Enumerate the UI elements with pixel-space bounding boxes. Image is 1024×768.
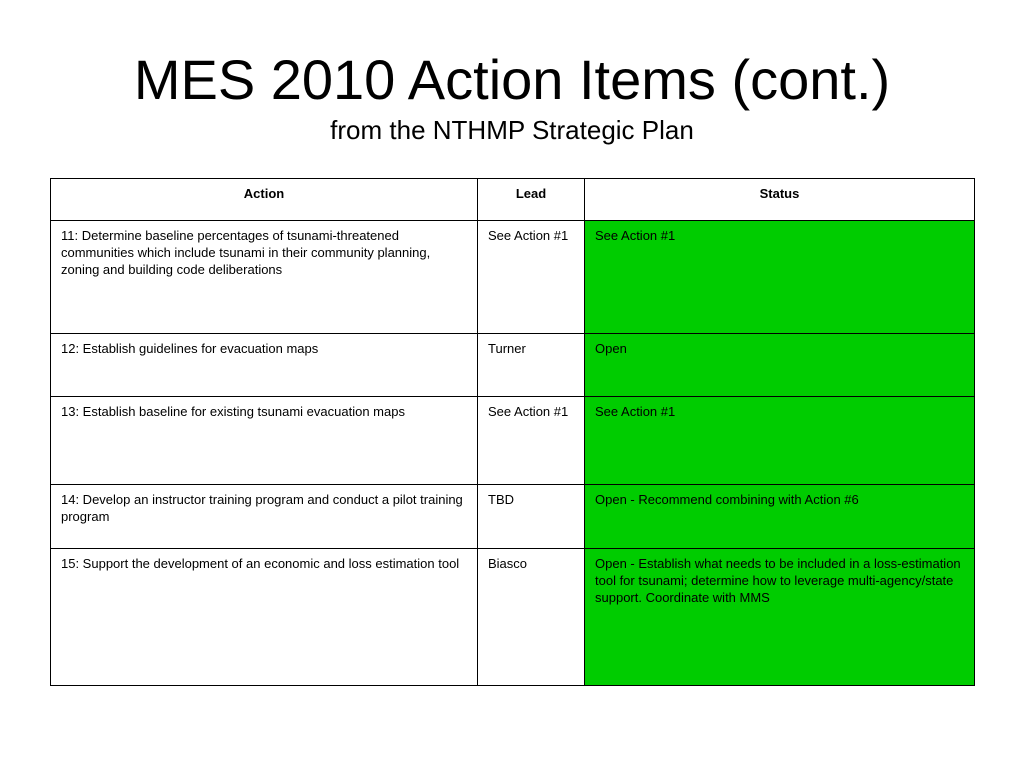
table-row [51, 549, 975, 686]
column-header-lead: Lead [478, 179, 585, 221]
slide-title: MES 2010 Action Items (cont.) [133, 48, 891, 111]
action-cell: 12: Establish guidelines for evacuation maps [51, 334, 478, 397]
action-cell: 13: Establish baseline for existing tsunami evacuation maps [51, 397, 478, 485]
status-cell: See Action #1 [585, 397, 975, 485]
lead-cell: Biasco [478, 549, 585, 686]
table-header-row [51, 179, 975, 221]
action-cell: 15: Support the development of an economic and loss estimation tool [51, 549, 478, 686]
status-cell: Open - Establish what needs to be included in a loss-estimation tool for tsunami; determine how to leverage multi-agency/state support. Coordinate with MMS [585, 549, 975, 686]
status-cell: See Action #1 [585, 221, 975, 334]
table-row [51, 397, 975, 485]
slide-subtitle: from the NTHMP Strategic Plan [330, 115, 694, 145]
action-cell: 14: Develop an instructor training program and conduct a pilot training program [51, 485, 478, 549]
action-items-table [50, 178, 975, 686]
status-cell: Open [585, 334, 975, 397]
lead-cell: See Action #1 [478, 397, 585, 485]
column-header-action: Action [51, 179, 478, 221]
column-header-status: Status [585, 179, 975, 221]
action-cell: 11: Determine baseline percentages of tsunami-threatened communities which include tsunami in their community planning, zoning and building code deliberations [51, 221, 478, 334]
status-cell: Open - Recommend combining with Action #6 [585, 485, 975, 549]
lead-cell: Turner [478, 334, 585, 397]
table-row [51, 485, 975, 549]
lead-cell: TBD [478, 485, 585, 549]
lead-cell: See Action #1 [478, 221, 585, 334]
table-row [51, 334, 975, 397]
table-row [51, 221, 975, 334]
